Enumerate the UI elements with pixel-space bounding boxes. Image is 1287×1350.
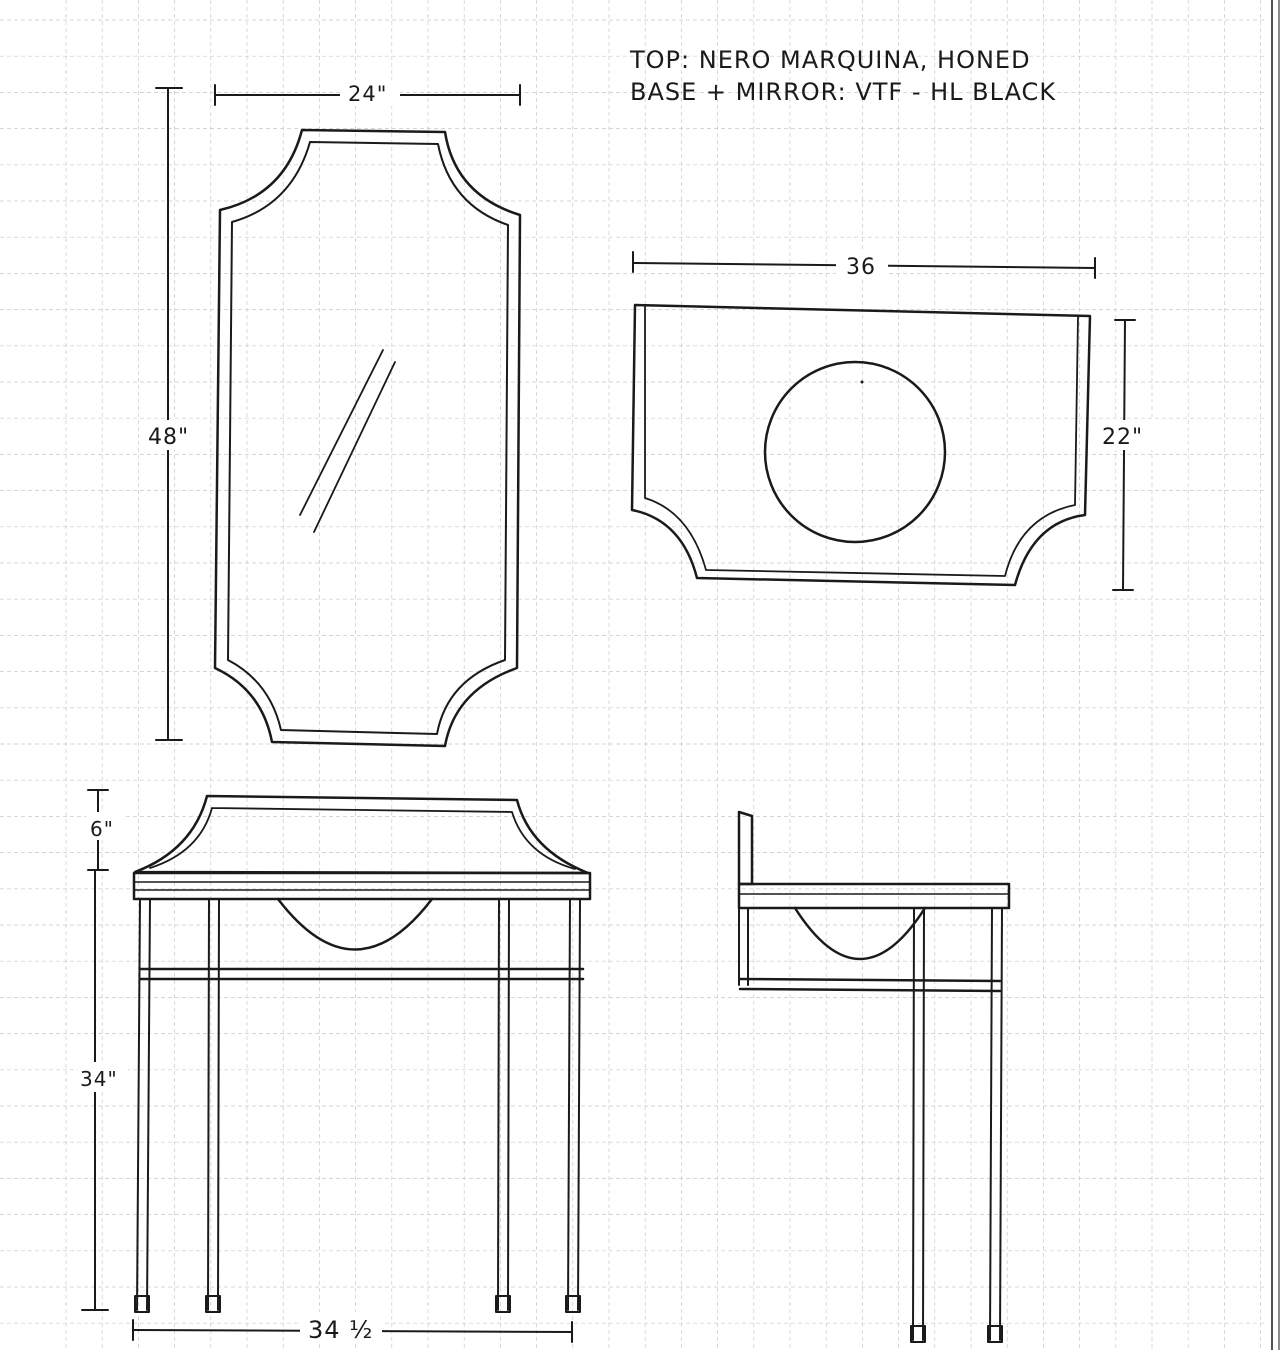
mirror-reflection-lines xyxy=(300,350,395,532)
mirror-height-dimension-line xyxy=(156,88,182,740)
spec-note-top: TOP: NERO MARQUINA, HONED xyxy=(630,46,1031,74)
mirror-height-label: 48" xyxy=(148,425,190,450)
mirror-frame-inner xyxy=(228,142,508,734)
legs-side xyxy=(911,908,1002,1342)
side-elevation xyxy=(739,812,1009,1342)
backsplash-side xyxy=(739,812,752,884)
countertop-slab-side xyxy=(739,884,1009,908)
page-edge xyxy=(1272,0,1279,1350)
top-plan xyxy=(632,250,1158,590)
vanity-width-label: 34 ½ xyxy=(308,1316,374,1344)
basin-front xyxy=(278,899,432,950)
backsplash-height-label: 6" xyxy=(90,817,114,841)
mirror-frame-outer xyxy=(215,130,520,746)
spec-notes xyxy=(629,46,1056,106)
front-elevation xyxy=(78,790,590,1344)
vanity-height-label: 34" xyxy=(80,1067,118,1091)
mirror-width-label: 24" xyxy=(348,82,388,106)
apron-side xyxy=(739,908,748,985)
stretcher-rail-side xyxy=(740,979,1000,991)
top-depth-label: 22" xyxy=(1102,425,1144,450)
top-width-label: 36 xyxy=(846,255,876,280)
basin-side xyxy=(795,908,925,959)
backsplash-outline xyxy=(135,796,588,873)
faucet-hole-mark xyxy=(861,381,864,384)
countertop-inner-edge xyxy=(645,306,1078,576)
top-depth-dimension-line xyxy=(1113,320,1135,590)
stretcher-rail-front xyxy=(140,969,583,979)
basin-circle xyxy=(765,362,945,542)
spec-note-base: BASE + MIRROR: VTF - HL BLACK xyxy=(630,78,1057,106)
countertop-slab-front xyxy=(134,873,590,899)
